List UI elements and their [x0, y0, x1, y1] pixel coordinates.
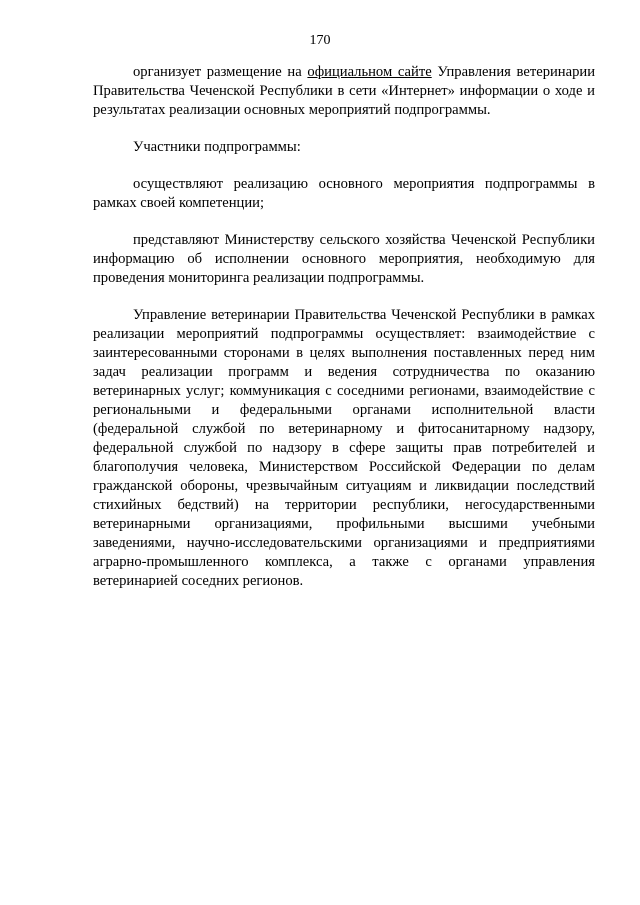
document-body	[93, 63, 595, 591]
paragraph-text: организует размещение на	[133, 64, 308, 80]
paragraph-text: Управления ветеринарии Правительства Чеченской Республики в сети «Интернет» информации о ходе и результатах реализации основных мероприятий подпрограммы.	[93, 64, 596, 118]
paragraph-participants-heading: Участники подпрограммы:	[133, 139, 301, 155]
paragraph-website-publication	[93, 63, 595, 120]
official-website-link[interactable]: официальном сайте	[307, 64, 432, 80]
paragraph-participants-report: представляют Министерству сельского хозяйства Чеченской Республики информацию об исполнении основного мероприятия, необходимую для проведения мониторинга реализации подпрограммы.	[93, 232, 595, 286]
paragraph-veterinary-administration: Управление ветеринарии Правительства Чеченской Республики в рамках реализации мероприятий подпрограммы осуществляет: взаимодействие с заинтересованными сторонами в целях выполнения поставленных перед ним задач реализации программ и ведения сотрудничества по оказанию ветеринарных услуг; коммуникация с соседними регионами, взаимодействие с региональными и федеральными органами исполнительной власти (федеральной службой по ветеринарному и фитосанитарному надзору, федеральной службой по надзору в сфере защиты прав потребителей и благополучия человека, Министерством Российской Федерации по делам гражданской обороны, чрезвычайным ситуациям и ликвидации последствий стихийных бедствий) на территории республики, негосударственными ветеринарными организациями, профильными высшими учебными заведениями, научно-исследовательскими организациями и предприятиями аграрно-промышленного комплекса, а также с органами управления ветеринарией соседних регионов.	[93, 307, 595, 589]
page-number: 170	[309, 33, 331, 48]
paragraph-participants-implement: осуществляют реализацию основного мероприятия подпрограммы в рамках своей компетенции;	[93, 176, 595, 211]
